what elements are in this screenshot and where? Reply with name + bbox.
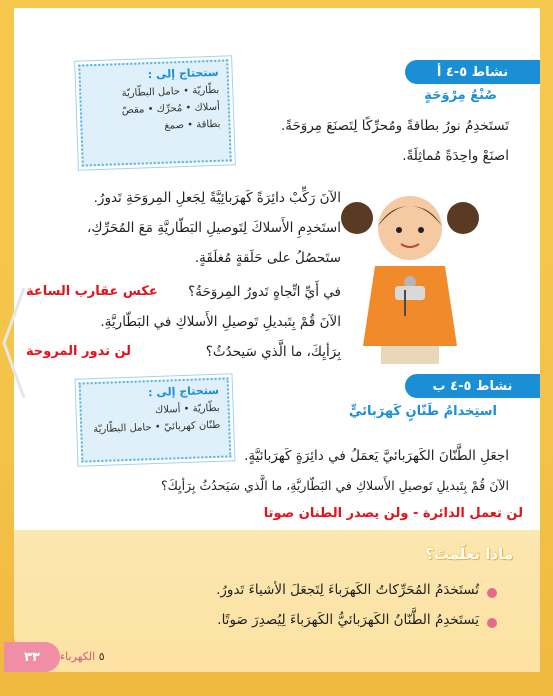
chapter-number: ٥ — [98, 650, 105, 663]
step-line: استَخدِمِ الأَسلاكَ لِتَوصيلِ البَطّاريَّةِ مَعَ المُحَرِّكِ، — [87, 220, 341, 236]
learned-item: تُستَخدَمُ المُحَرِّكاتُ الكَهرَباءَ لِتَجعَلَ الأشياءَ تَدورُ. — [216, 582, 479, 598]
bullet-icon — [487, 588, 497, 598]
previous-page-arrow-icon[interactable] — [0, 288, 28, 398]
step-line: في أَيِّ اتِّجاهٍ تَدورُ المِروَحَةُ؟ — [188, 284, 341, 300]
activity-1-title: صُنْعُ مِرْوَحَةٍ — [424, 88, 497, 103]
learned-title: ماذا تعلّمتَ؟ — [425, 545, 513, 563]
step-line: اجعَلِ الطَّنّانَ الكَهرَبائيَّ يَعمَلُ في دائِرَةٍ كَهرَبائيَّةٍ. — [244, 448, 509, 464]
materials-item: طنّان كهربائيّ • حامل البطّاريّة — [93, 419, 221, 436]
answer-outcome: لن تعمل الدائرة - ولن يصدر الطنان صوتا — [263, 506, 523, 521]
materials-item: بطاقة • صمغ — [164, 118, 221, 132]
step-line: الآنَ رَكِّبْ دائِرَةً كَهرَبائِيَّةً لِجَعلِ المِروَحَةِ تَدورُ. — [93, 190, 341, 206]
activity-2-header: نشاط ٥-٤ ب — [405, 374, 540, 398]
materials-title: ستحتاج إلى : — [147, 383, 220, 400]
girl-illustration — [335, 186, 485, 366]
chapter-name: الكهرباء — [60, 650, 96, 663]
materials-item: بطّاريّة • أسلاك — [154, 402, 220, 416]
step-line: ستَحصُلُ على حَلَقةٍ مُغلَقَةٍ. — [194, 250, 341, 266]
activity-2-materials-box — [79, 377, 232, 462]
materials-item: أسلاك • مُحرِّك • مقصّ — [121, 101, 221, 117]
step-line: بِرَأيِكَ، ما الَّذي سَيحدُثُ؟ — [205, 344, 341, 360]
chapter-label — [60, 650, 105, 663]
activity-2-title: استِخدامُ طَنّانٍ كَهرَبائيٍّ — [348, 404, 497, 419]
answer-direction: عكس عقارب الساعة — [26, 284, 158, 299]
intro-line: اصنَعْ واحِدَةً مُماثِلَةً. — [402, 148, 509, 164]
page-number: ٣٣ — [4, 642, 60, 672]
learned-item: يَستَخدِمُ الطَّنّانُ الكَهرَبائيُّ الكَهرَباءَ لِيُصدِرَ صَوتًا. — [217, 612, 479, 628]
step-line: الآنَ قُمْ بِتَبديلِ تَوصيلِ الأَسلاكِ في البَطّاريَّةِ، ما الَّذي سَيَحدُثُ بِرَأيِكَ؟ — [161, 478, 509, 493]
intro-line: تَستَخدِمُ نورُ بطاقةً ومُحرِّكًا لِتَصنَعَ مِروَحَةً. — [280, 118, 509, 134]
bullet-icon — [487, 618, 497, 628]
answer-outcome: لن تدور المروحة — [26, 344, 132, 359]
activity-1-materials-box — [78, 59, 231, 166]
materials-title: ستحتاج إلى : — [147, 65, 219, 82]
activity-1-header: نشاط ٥-٤ أ — [405, 60, 540, 84]
materials-item: بطّاريّة • حامل البطّاريّة — [121, 84, 220, 100]
step-line: الآنَ قُمْ بِتَبديلِ تَوصيلِ الأَسلاكِ في البَطّاريَّةِ. — [100, 314, 341, 330]
